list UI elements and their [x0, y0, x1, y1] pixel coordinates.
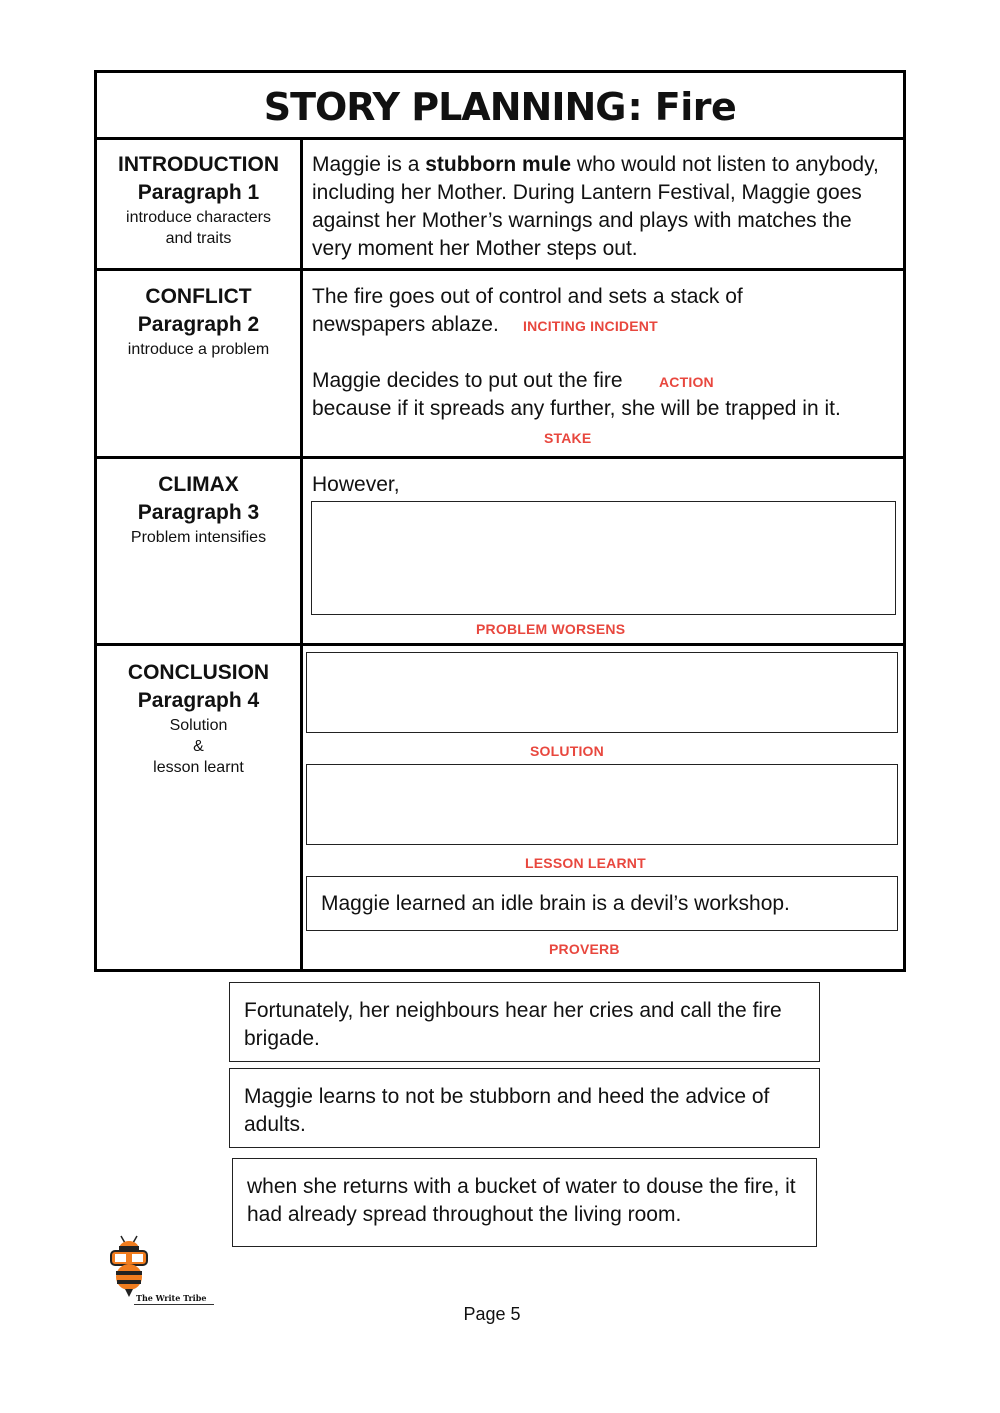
- intro-text-end: who would not listen to anybody, including her Mother. During Lantern Festival, Maggie goes against her Mother’s warnings and plays with matches the very moment her Mother steps out.: [312, 153, 879, 260]
- conflict-line-3: Maggie decides to put out the fire: [312, 369, 623, 392]
- row-paragraph: Paragraph 4: [137, 689, 260, 712]
- lesson-drop-box[interactable]: [306, 764, 898, 845]
- row-heading: CLIMAX: [158, 473, 239, 496]
- title-colon: :: [627, 84, 643, 129]
- tag-action: ACTION: [659, 374, 714, 390]
- answer-card[interactable]: Maggie learns to not be stubborn and heed the advice of adults.: [229, 1068, 820, 1148]
- bee-icon: [108, 1235, 218, 1299]
- title-main: STORY PLANNING: [263, 84, 626, 129]
- page-number: Page 5: [463, 1304, 521, 1324]
- answer-card[interactable]: when she returns with a bucket of water to douse the fire, it had already spread throughout the living room.: [232, 1158, 817, 1247]
- tag-lesson-learnt: LESSON LEARNT: [525, 855, 646, 871]
- solution-drop-box[interactable]: [306, 652, 898, 733]
- conflict-line-2: newspapers ablaze.: [312, 313, 499, 336]
- tag-problem-worsens: PROBLEM WORSENS: [476, 621, 626, 637]
- conflict-line-1: The fire goes out of control and sets a stack of: [312, 285, 743, 308]
- row-label-climax: [97, 471, 300, 548]
- divider: [97, 456, 903, 459]
- climax-drop-box[interactable]: [311, 501, 896, 615]
- row-paragraph: Paragraph 1: [137, 181, 260, 204]
- row-heading: CONFLICT: [145, 285, 252, 308]
- row-note: and traits: [165, 230, 232, 247]
- divider: [97, 137, 903, 140]
- tag-stake: STAKE: [544, 430, 592, 446]
- divider: [97, 643, 903, 646]
- intro-text-start: Maggie is a: [312, 153, 426, 176]
- answer-card[interactable]: Fortunately, her neighbours hear her cries and call the fire brigade.: [229, 982, 820, 1062]
- row-note: lesson learnt: [153, 759, 244, 776]
- row-note: Problem intensifies: [130, 529, 267, 546]
- intro-text-bold: stubborn mule: [425, 153, 572, 176]
- logo-name: The Write Tribe: [136, 1293, 207, 1303]
- row-note: introduce a problem: [127, 341, 270, 358]
- proverb-text: Maggie learned an idle brain is a devil’s workshop.: [321, 892, 790, 915]
- row-note: introduce characters: [126, 209, 271, 226]
- row-note: Solution: [169, 717, 228, 734]
- row-heading: INTRODUCTION: [118, 153, 279, 176]
- conflict-line-4: because if it spreads any further, she will be trapped in it.: [312, 397, 841, 420]
- divider: [97, 268, 903, 271]
- tag-solution: SOLUTION: [530, 743, 604, 759]
- tag-proverb: PROVERB: [549, 941, 620, 957]
- title-topic: Fire: [654, 84, 737, 129]
- row-heading: CONCLUSION: [127, 661, 270, 684]
- row-label-conflict: [97, 283, 300, 360]
- page-title: [97, 73, 903, 140]
- row-paragraph: Paragraph 2: [137, 313, 260, 336]
- row-label-conclusion: [97, 659, 300, 778]
- story-planning-table: [94, 70, 906, 972]
- logo: [108, 1235, 218, 1310]
- row-label-introduction: [97, 151, 300, 249]
- climax-lead: However,: [312, 473, 400, 496]
- row-paragraph: Paragraph 3: [137, 501, 260, 524]
- intro-text: [312, 151, 892, 263]
- row-note: &: [193, 738, 204, 755]
- proverb-box: [306, 876, 898, 931]
- column-divider: [300, 140, 303, 969]
- tag-inciting-incident: INCITING INCIDENT: [523, 318, 658, 334]
